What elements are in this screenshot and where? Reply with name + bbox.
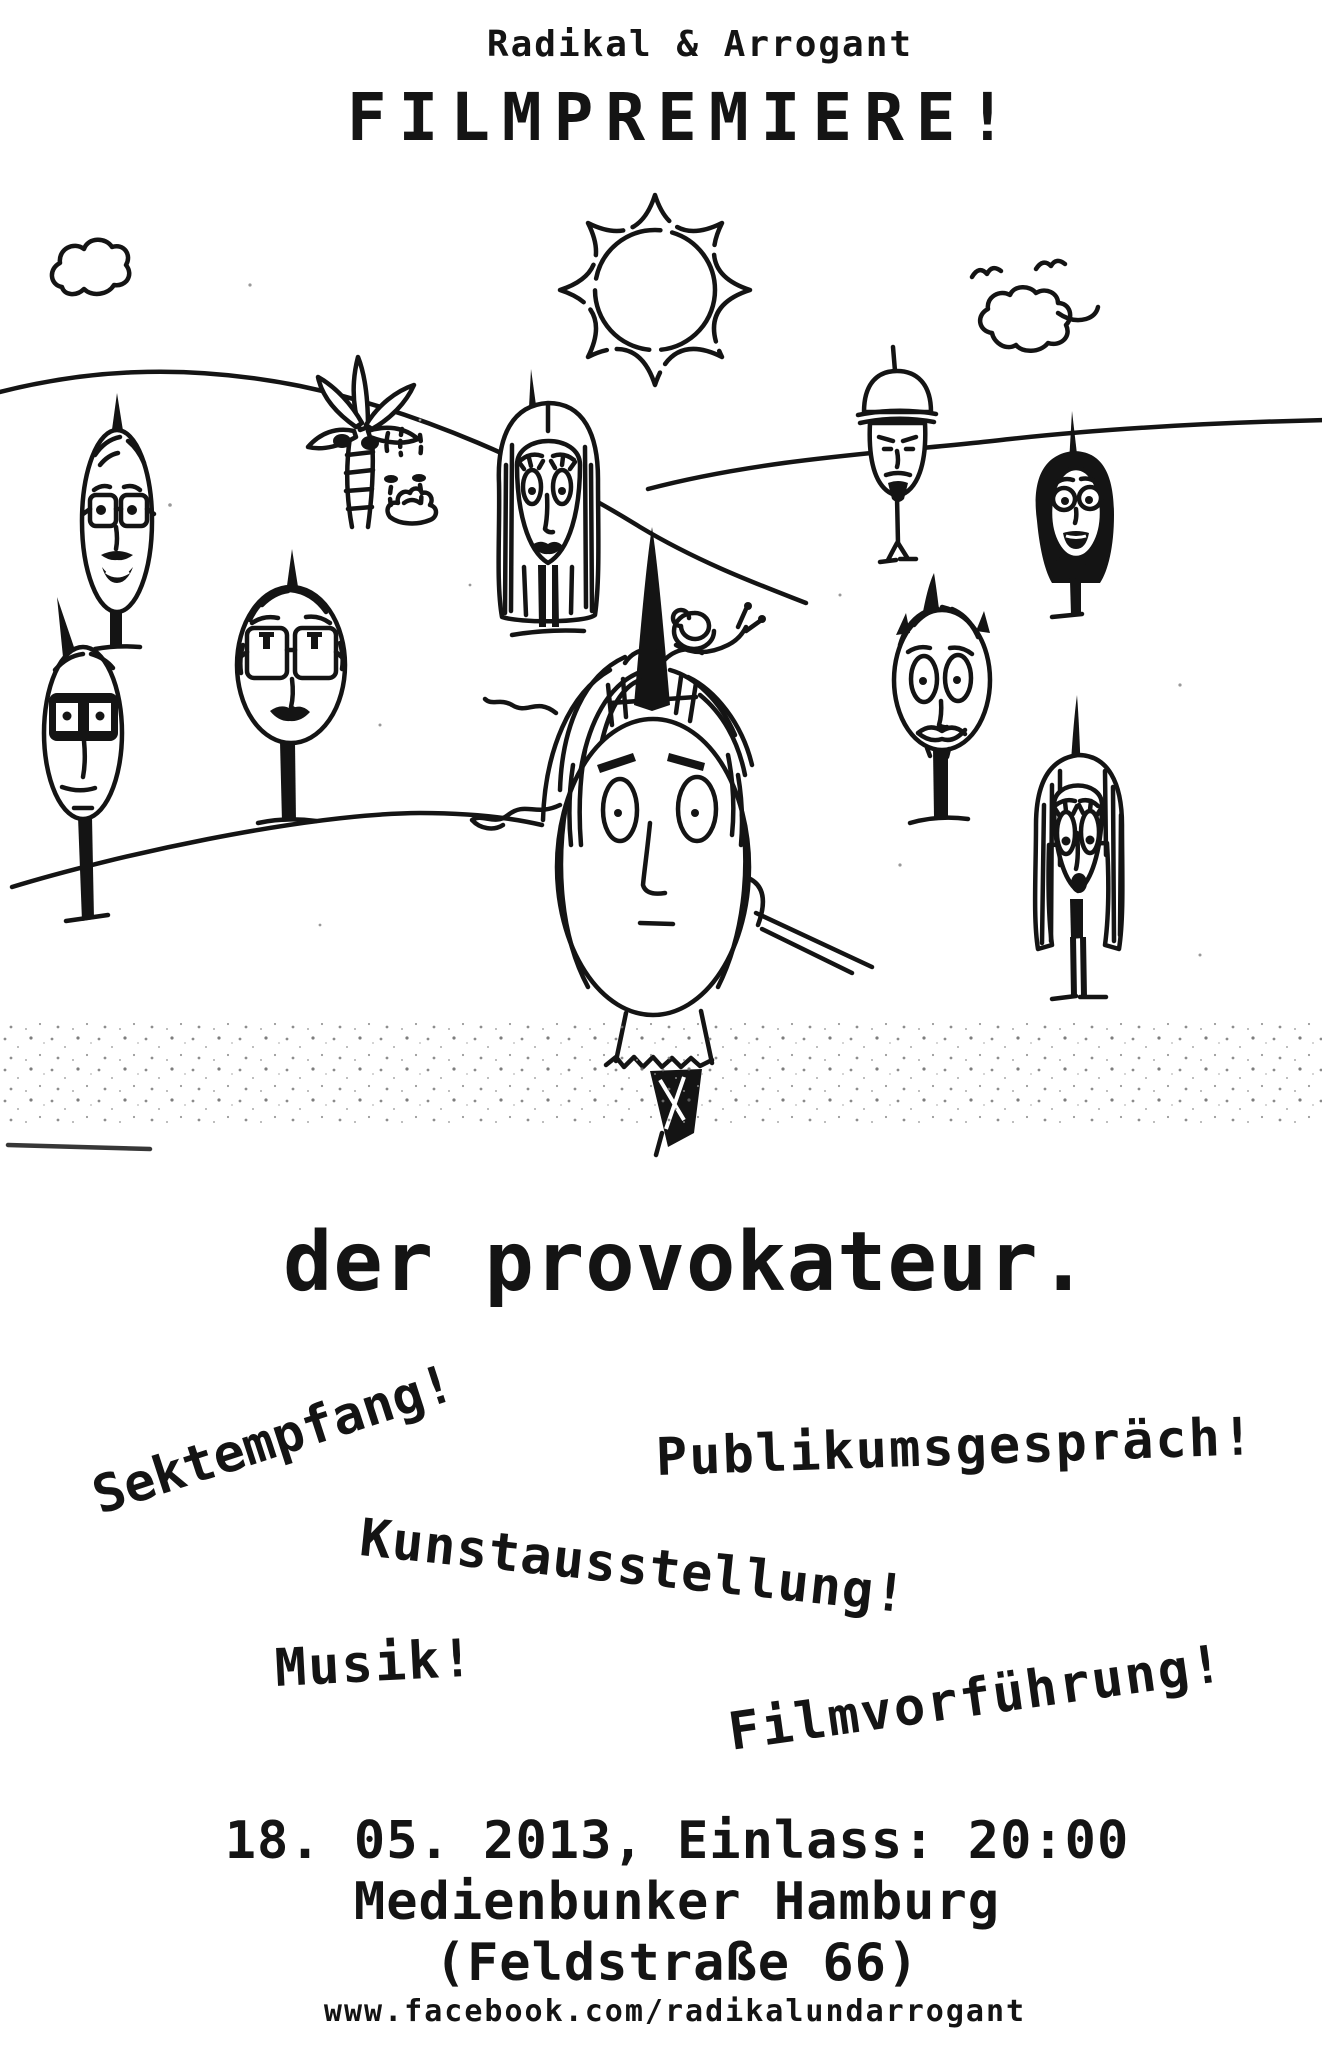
birds-icon (972, 261, 1065, 277)
punk-guy-square-glasses (237, 549, 345, 823)
sun-icon (560, 195, 750, 385)
brand-line: Radikal & Arrogant (486, 24, 914, 65)
snail-icon (673, 602, 766, 652)
venue-address: (Feldstraße 66) (434, 1933, 920, 1993)
film-title: der provokateur. (283, 1215, 1089, 1310)
event-musik: Musik! (273, 1628, 477, 1699)
hill-right (648, 420, 1322, 489)
punk-guy-messy-hair (894, 573, 990, 823)
cloud-left-icon (52, 240, 129, 294)
event-publikumsgespraech: Publikumsgespräch! (654, 1407, 1257, 1488)
cloud-right-icon (980, 287, 1098, 351)
facebook-url: www.facebook.com/radikalundarrogant (323, 1994, 1027, 2029)
ground-speckle (0, 1023, 1322, 1123)
punk-guy-glasses-mustache (82, 393, 154, 649)
event-kunstausstellung: Kunstausstellung! (356, 1508, 910, 1626)
baseline-mark (8, 1145, 150, 1149)
venue-name: Medienbunker Hamburg (353, 1872, 1001, 1932)
punk-guy-helmet (858, 347, 936, 562)
date-line: 18. 05. 2013, Einlass: 20:00 (224, 1811, 1130, 1871)
event-filmvorfuehrung: Filmvorführung! (724, 1633, 1228, 1763)
punk-woman-long-hair (499, 369, 599, 635)
illustration-crowd-scene (0, 165, 1322, 1175)
punk-woman-foreground (1035, 695, 1122, 999)
page-title: FILMPREMIERE! (346, 79, 1020, 156)
event-sektempfang: Sektempfang! (85, 1353, 462, 1527)
punk-woman-smiling (1036, 411, 1114, 617)
